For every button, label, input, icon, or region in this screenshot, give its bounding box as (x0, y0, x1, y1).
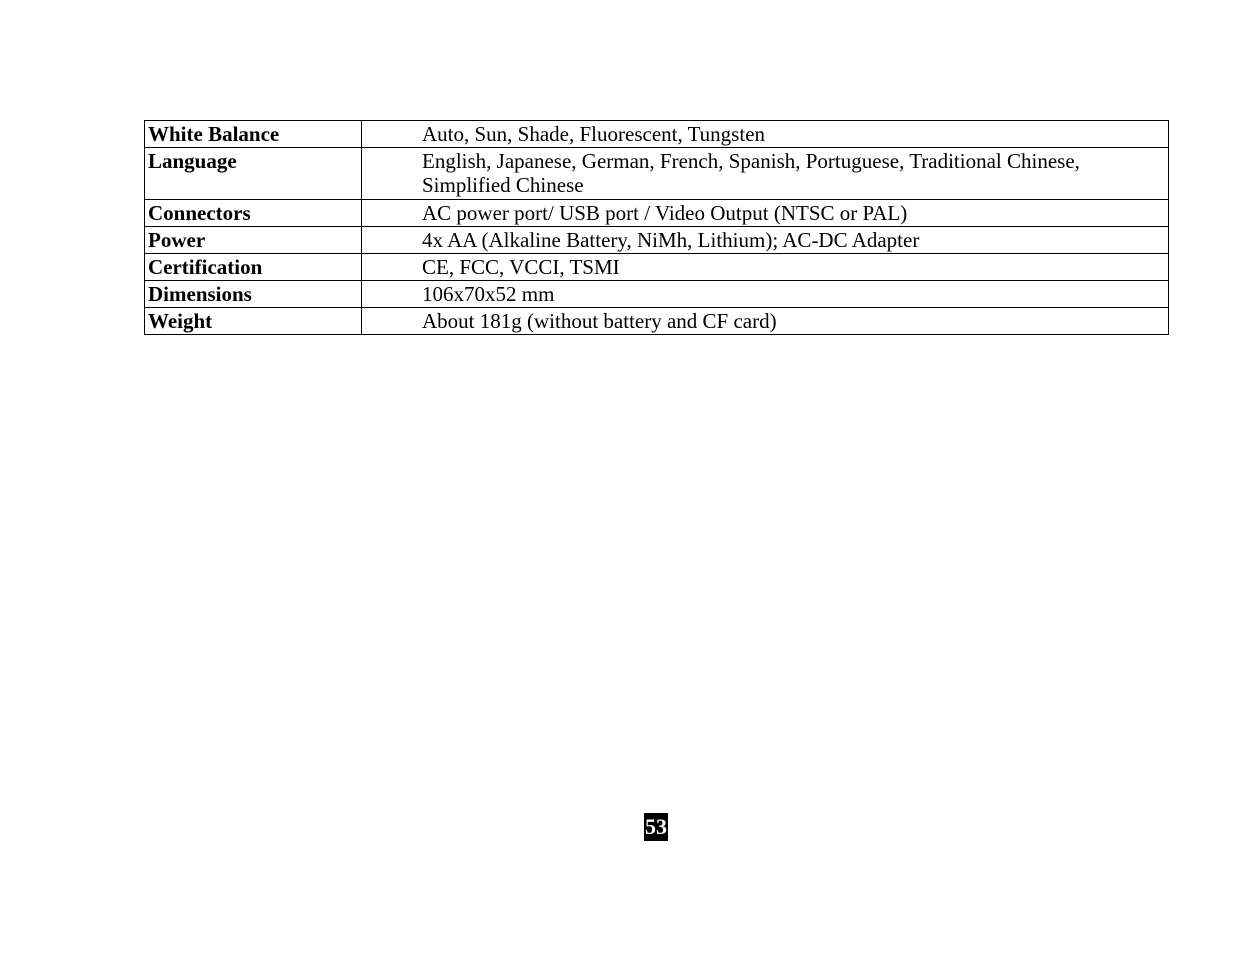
table-row (145, 227, 1169, 254)
spec-label: Language (145, 148, 362, 200)
spec-value: 4x AA (Alkaline Battery, NiMh, Lithium); AC-DC Adapter (362, 227, 1169, 254)
spec-label: White Balance (145, 121, 362, 148)
table-row (145, 121, 1169, 148)
table-row (145, 281, 1169, 308)
spec-value: About 181g (without battery and CF card) (362, 308, 1169, 335)
specifications-table (144, 120, 1169, 335)
page-number: 53 (645, 814, 667, 839)
spec-label: Weight (145, 308, 362, 335)
spec-value-line: Simplified Chinese (422, 173, 584, 197)
spec-label: Dimensions (145, 281, 362, 308)
table-row (145, 254, 1169, 281)
spec-value: CE, FCC, VCCI, TSMI (362, 254, 1169, 281)
spec-value: 106x70x52 mm (362, 281, 1169, 308)
spec-value: Auto, Sun, Shade, Fluorescent, Tungsten (362, 121, 1169, 148)
spec-value-line: English, Japanese, German, French, Spanish, Portuguese, Traditional Chinese, (422, 149, 1080, 173)
spec-label: Power (145, 227, 362, 254)
table-row (145, 308, 1169, 335)
spec-value (362, 148, 1169, 200)
spec-label: Connectors (145, 200, 362, 227)
table-row (145, 148, 1169, 200)
spec-label: Certification (145, 254, 362, 281)
table-row (145, 200, 1169, 227)
spec-value: AC power port/ USB port / Video Output (NTSC or PAL) (362, 200, 1169, 227)
